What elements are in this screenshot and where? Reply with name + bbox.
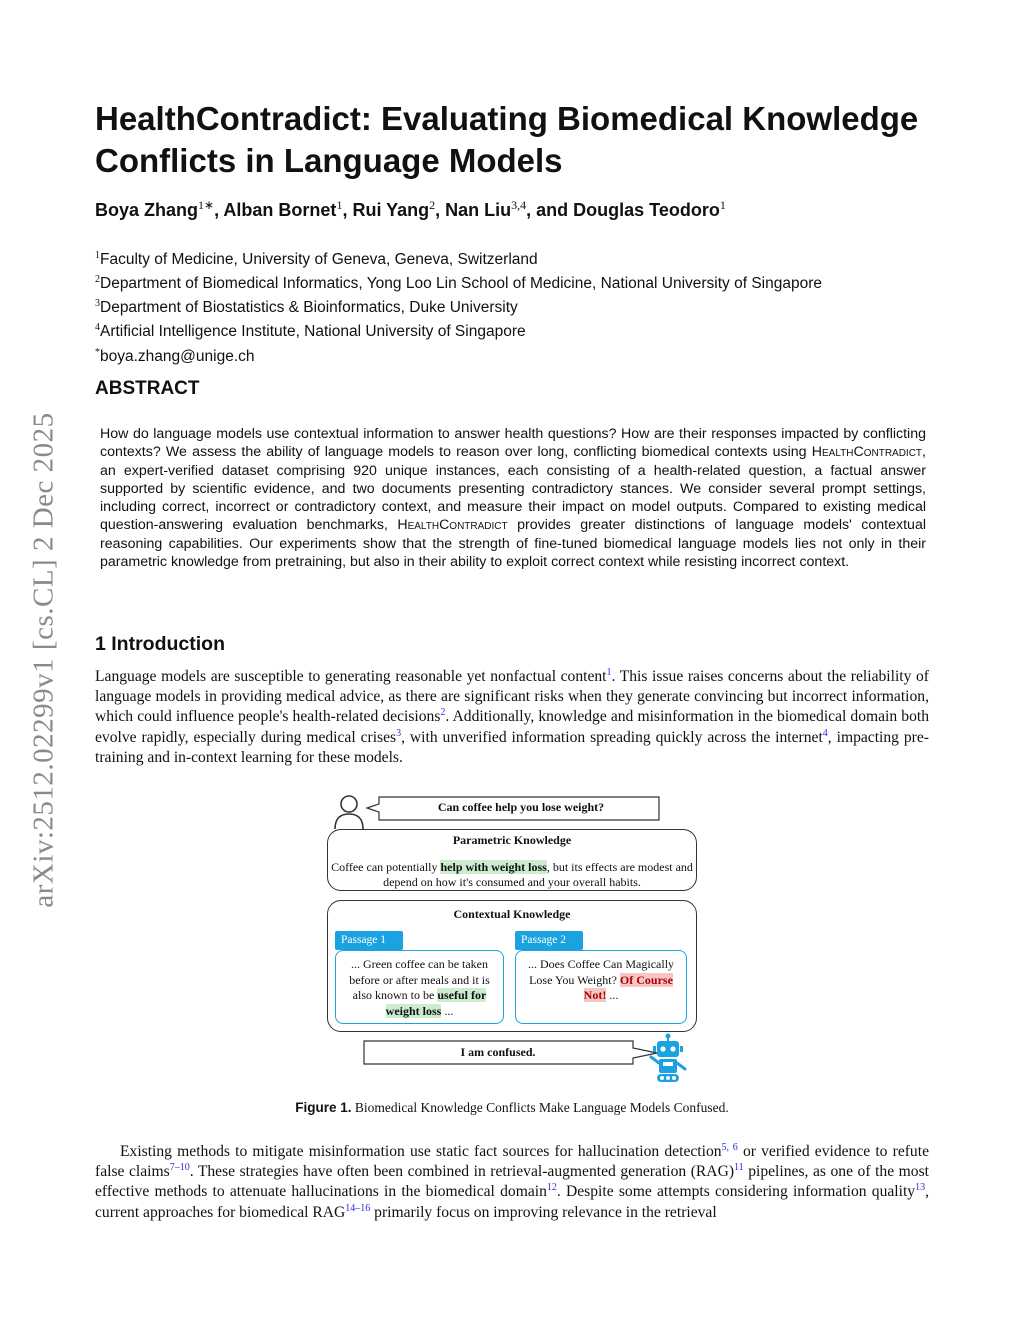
- figure-caption: [95, 1100, 929, 1116]
- arxiv-identifier: arXiv:2512.02299v1 [cs.CL] 2 Dec 2025: [27, 412, 60, 908]
- citation-link[interactable]: 13: [915, 1182, 926, 1194]
- robot-icon: [647, 1033, 689, 1083]
- citation-link[interactable]: 4: [822, 727, 828, 739]
- affiliation: $^1$Faculty of Medicine, University of Geneva, Geneva, Switzerland: [95, 250, 538, 269]
- answer-text: I am confused.: [460, 1045, 536, 1059]
- author: Boya Zhang$^{1∗}$,: [95, 198, 224, 220]
- contextual-knowledge-title: Contextual Knowledge: [453, 907, 571, 921]
- citation-link[interactable]: 14–16: [345, 1202, 371, 1214]
- passage-2-box: [515, 950, 687, 1024]
- citation-link[interactable]: 7–10: [169, 1162, 190, 1174]
- highlight-support: help with weight loss: [440, 860, 547, 874]
- author: Alban Bornet$^1$,: [223, 198, 353, 220]
- passage-1-text: ... Green coffee can be taken before or after meals and it is also known to be useful for weight loss ...: [349, 957, 490, 1018]
- dataset-name: HealthContradict: [397, 517, 508, 534]
- affiliation-list: [95, 246, 822, 367]
- dataset-name: HealthContradict: [811, 444, 923, 461]
- parametric-knowledge-title: Parametric Knowledge: [452, 833, 572, 847]
- body-paragraph: Existing methods to mitigate misinformation use static fact sources for hallucination detection$^{5, 6}$ or verified evidence to refute false claims$^{7-10}$. These strategies have often been combined in retrieval-augmented generation (RAG)$^{11}$ pipelines, as one of the most effective methods to attenuate hallucinations in the biomedical domain$^{12}$. Despite some attempts considering information quality$^{13}$, current approaches for biomedical RAG$^{14-16}$ primarily focus on improving relevance in the retrieval: [95, 1141, 929, 1221]
- parametric-knowledge-text: Coffee can potentially help with weight loss, but its effects are modest and depend on how it's consumed and your overall habits.: [331, 860, 693, 889]
- section-heading-introduction: 1 Introduction: [95, 633, 225, 655]
- citation-link[interactable]: 5, 6: [721, 1141, 738, 1153]
- abstract-body: How do language models use contextual information to answer health questions? How are their responses impacted by conflicting contexts? We assess the ability of language models to reason over long, conflicting biomedical contexts using HealthContradict, an expert-verified dataset comprising 920 unique instances, each consisting of a health-related question, a factual answer supported by scientific evidence, and two documents presenting contradictory stances. We consider several prompt settings, including correct, incorrect or contradictory context, and measure their impact on model outputs. Compared to existing medical question-answering evaluation benchmarks, HealthContradict provides greater distinctions of language models' contextual reasoning capabilities. Our experiments show that the strength of fine-tuned biomedical language models lies not only in their parametric knowledge from pretraining, but also in their ability to exploit correct context while resisting incorrect context.: [100, 426, 926, 571]
- author-list: [95, 198, 726, 221]
- affiliation: $^2$Department of Biomedical Informatics, Yong Loo Lin School of Medicine, National University of Singapore: [95, 274, 823, 293]
- citation-link[interactable]: 2: [440, 707, 446, 719]
- paper-title: HealthContradict: Evaluating Biomedical Knowledge Conflicts in Language Models: [95, 100, 919, 179]
- user-icon: [333, 794, 365, 830]
- highlight-contradict: Of Course Not!: [583, 972, 673, 1002]
- author: and Douglas Teodoro$^1$: [536, 198, 726, 220]
- arxiv-sidebar: [0, 0, 90, 1325]
- contact-email: *boya.zhang@unige.ch: [95, 346, 255, 365]
- parametric-knowledge-box: [327, 829, 697, 891]
- citation-link[interactable]: 3: [396, 727, 402, 739]
- intro-paragraph: Language models are susceptible to generating reasonable yet nonfactual content$^1$. This issue raises concerns about the reliability of language models in providing medical advice, as there are significant risks when they generate convincing but incorrect information, which could influence people's health-related decisions$^2$. Additionally, knowledge and misinformation in the biomedical domain both evolve rapidly, especially during medical crises$^3$, with unverified information spreading quickly across the internet$^4$, impacting pre-training and in-context learning for these models.: [95, 666, 930, 766]
- passage-2-text: ... Does Coffee Can Magically Lose You Weight? Of Course Not! ...: [527, 957, 675, 1002]
- passage-1-box: [335, 950, 504, 1024]
- question-text: Can coffee help you lose weight?: [437, 800, 605, 814]
- abstract-heading: ABSTRACT: [95, 378, 200, 399]
- highlight-support: useful for weight loss: [385, 988, 487, 1018]
- citation-link[interactable]: 1: [606, 666, 612, 678]
- caption-text: Biomedical Knowledge Conflicts Make Language Models Confused.: [351, 1100, 729, 1115]
- citation-link[interactable]: 11: [734, 1162, 744, 1174]
- caption-label: Figure 1.: [295, 1100, 352, 1115]
- passage-2-label: Passage 2: [515, 931, 583, 950]
- author: Rui Yang$^2$,: [352, 198, 446, 220]
- affiliation: $^3$Department of Biostatistics & Bioinformatics, Duke University: [95, 298, 518, 317]
- citation-link[interactable]: 12: [546, 1182, 557, 1194]
- affiliation: $^4$Artificial Intelligence Institute, National University of Singapore: [95, 322, 526, 341]
- figure-1: [325, 790, 705, 1090]
- author: Nan Liu$^{3,4}$,: [445, 198, 537, 220]
- passage-1-label: Passage 1: [335, 931, 403, 950]
